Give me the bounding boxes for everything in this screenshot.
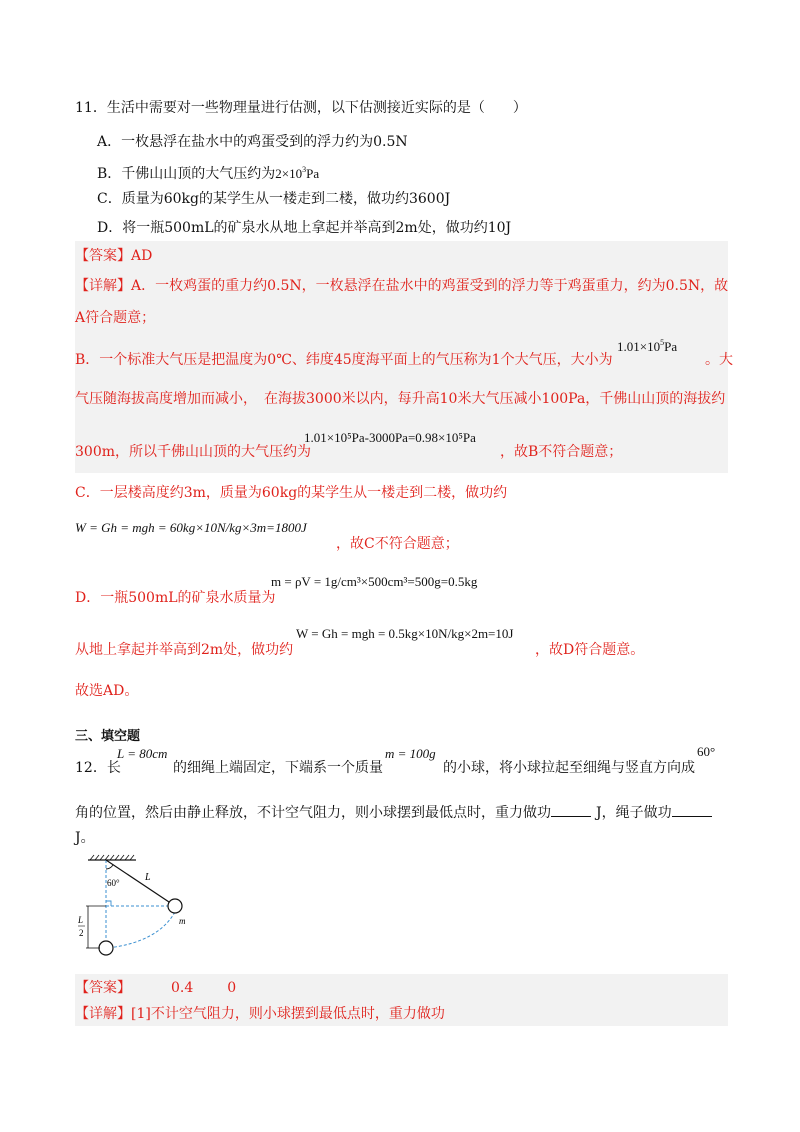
q11-detail-c1: C．一层楼高度约3m，质量为60kg的某学生从一楼走到二楼，做功约: [75, 485, 508, 501]
blank-rope-work[interactable]: [672, 802, 712, 817]
q11-option-c: C．质量为60kg的某学生从一楼走到二楼，做功约3600J: [97, 191, 451, 207]
half-label-numerator: L: [78, 915, 84, 925]
section-title-fill-blank: 三、填空题: [75, 729, 141, 744]
q12-line-2: 角的位置，然后由静止释放，不计空气阻力，则小球摆到最低点时，重力做功 J，绳子做功: [75, 802, 712, 823]
q11-detail-c2: ，故C不符合题意；: [336, 536, 459, 552]
ceiling-hatch: [90, 855, 134, 860]
angle-arc: [106, 865, 113, 869]
q11-detail-b1: B．一个标准大气压是把温度为0℃、纬度45度海平面上的气压称为1个大气压，大小为: [75, 352, 613, 368]
angle-label: 60°: [107, 878, 120, 888]
q12-detail: 【详解】[1]不计空气阻力，则小球摆到最低点时，重力做功: [75, 1006, 445, 1022]
right-angle-mark: [106, 901, 111, 906]
q12-stem-2: 的细绳上端固定，下端系一个质量: [173, 760, 383, 776]
half-label-denominator: 2: [79, 928, 84, 938]
q11-formula-mass: m = ρV = 1g/cm³×500cm³=500g=0.5kg: [271, 574, 478, 589]
q11-answer: 【答案】AD: [75, 248, 153, 264]
q11-option-a: A．一枚悬浮在盐水中的鸡蛋受到的浮力约为0.5N: [97, 134, 408, 150]
q12-stem-1: 12．长: [75, 760, 121, 776]
q11-detail-d1: D．一瓶500mL的矿泉水质量为: [75, 590, 276, 606]
q12-formula-length: L = 80cm: [117, 746, 168, 761]
q11-option-b: B．千佛山山顶的大气压约为$2\times 10^3Pa$: [97, 165, 320, 182]
q11-formula-standard-pressure: $1.01\times 10^5Pa$: [617, 338, 678, 354]
q11-detail-a1: 【详解】A．一枚鸡蛋的重力约0.5N，一枚悬浮在盐水中的鸡蛋受到的浮力等于鸡蛋重力，约为0.5N，故: [75, 278, 729, 294]
q11-detail-b3-end: ，故B不符合题意；: [500, 444, 623, 460]
q11-stem: 11．生活中需要对一些物理量进行估测，以下估测接近实际的是（ ）: [75, 100, 527, 116]
q12-stem-3: 的小球，将小球拉起至细绳与竖直方向成: [443, 760, 695, 776]
q11-conclusion: 故选AD。: [75, 683, 139, 699]
q12-line-3: J。: [75, 830, 95, 846]
q11-detail-a2: A符合题意；: [75, 310, 156, 326]
ball-lowest: [99, 941, 113, 955]
q11-detail-b3: 300m，所以千佛山山顶的大气压约为: [75, 444, 311, 460]
q12-answer: 【答案】 0.4 0: [75, 980, 237, 996]
q11-formula-work-d: W = Gh = mgh = 0.5kg×10N/kg×2m=10J: [296, 626, 514, 641]
q11-detail-b2: 气压随海拔高度增加而减小， 在海拔3000米以内，每升高10米大气压减小100Pa，千佛山山顶的海拔约: [75, 391, 726, 407]
mass-label: m: [179, 916, 186, 926]
q11-detail-b1-end: 。大: [705, 352, 733, 368]
q11-option-d: D．将一瓶500mL的矿泉水从地上拿起并举高到2m处，做功约10J: [97, 220, 512, 236]
rope-label: L: [145, 872, 151, 883]
q12-formula-mass: m = 100g: [385, 746, 436, 761]
pendulum-diagram: [78, 852, 208, 962]
q11-detail-d2: 从地上拿起并举高到2m处，做功约: [75, 642, 294, 658]
q11-detail-d2-end: ，故D符合题意。: [535, 642, 645, 658]
q11-formula-work-c: W = Gh = mgh = 60kg×10N/kg×3m=1800J: [75, 520, 307, 535]
q12-formula-angle: 60°: [697, 744, 716, 759]
ball-start: [168, 899, 182, 913]
blank-gravity-work[interactable]: [551, 802, 591, 817]
q11-formula-summit-pressure: 1.01×10⁵Pa-3000Pa=0.98×10⁵Pa: [304, 430, 476, 445]
swing-arc: [108, 912, 175, 948]
